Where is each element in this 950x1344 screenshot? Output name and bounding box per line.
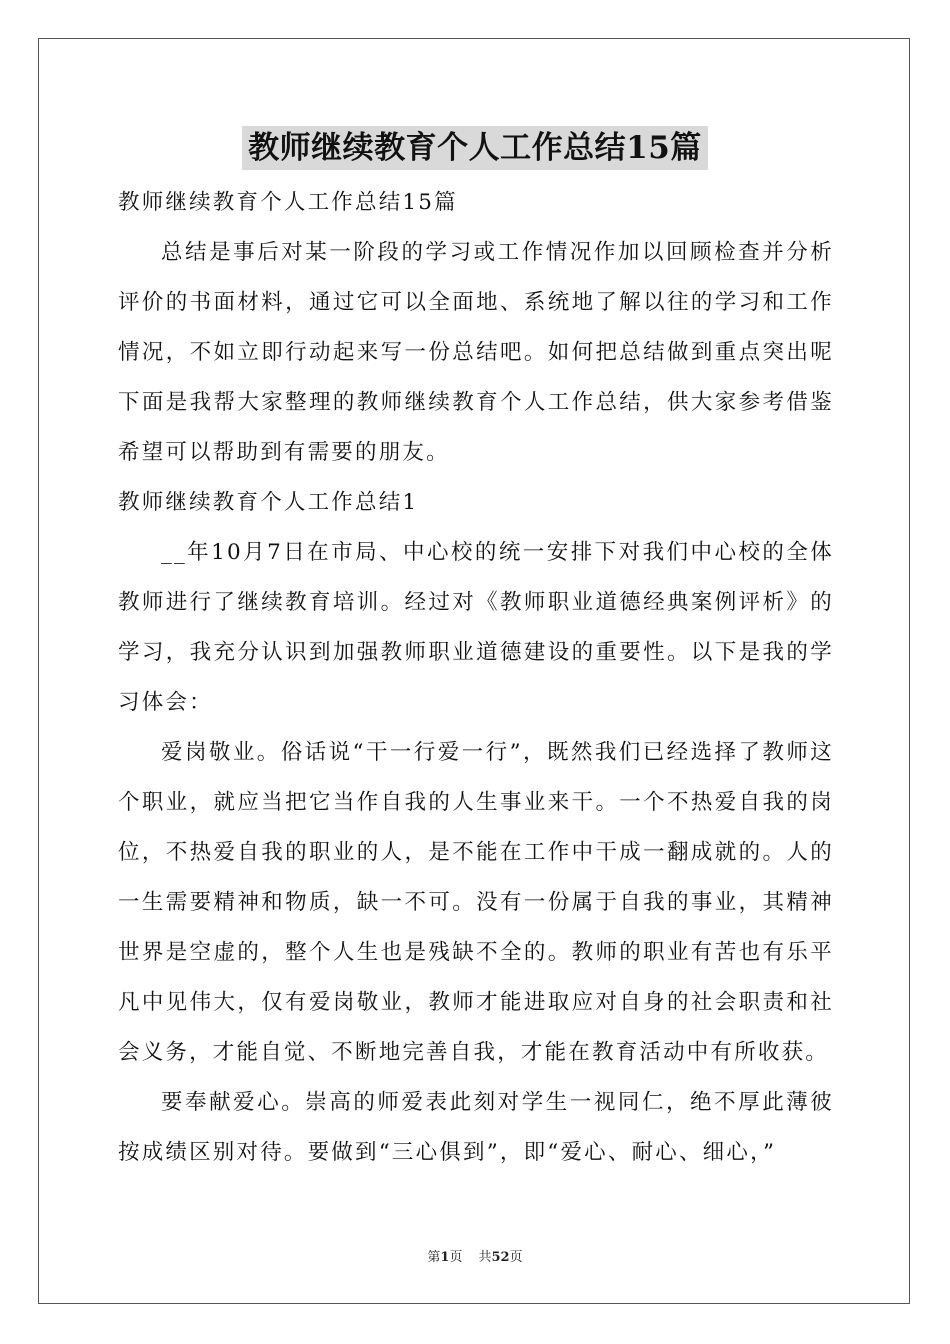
body-paragraph: __年10月7日在市局、中心校的统一安排下对我们中心校的全体教师进行了继续教育培训。经过对《教师职业道德经典案例评析》的学习，我充分认识到加强教师职业道德建设的重要性。以下是我的学习体会： [118, 540, 834, 715]
page-suffix: 页 [449, 1250, 463, 1265]
document-subtitle: 教师继续教育个人工作总结15篇 [118, 190, 458, 215]
document-body [118, 178, 834, 1178]
title-container [0, 126, 950, 170]
intro-paragraph: 总结是事后对某一阶段的学习或工作情况作加以回顾检查并分析评价的书面材料，通过它可以全面地、系统地了解以往的学习和工作情况，不如立即行动起来写一份总结吧。如何把总结做到重点突出呢下面是我帮大家整理的教师继续教育个人工作总结，供大家参考借鉴希望可以帮助到有需要的朋友。 [118, 240, 834, 465]
document-title: 教师继续教育个人工作总结15篇 [242, 126, 708, 170]
body-paragraph: 爱岗敬业。俗话说“干一行爱一行”，既然我们已经选择了教师这个职业，就应当把它当作自我的人生事业来干。一个不热爱自我的岗位，不热爱自我的职业的人，是不能在工作中干成一翻成就的。人的一生需要精神和物质，缺一不可。没有一份属于自我的事业，其精神世界是空虚的，整个人生也是残缺不全的。教师的职业有苦也有乐平凡中见伟大，仅有爱岗敬业，教师才能进取应对自身的社会职责和社会义务，才能自觉、不断地完善自我，才能在教育活动中有所收获。 [118, 740, 834, 1065]
body-paragraph: 要奉献爱心。崇高的师爱表此刻对学生一视同仁，绝不厚此薄彼按成绩区别对待。要做到“三心俱到”，即“爱心、耐心、细心，” [118, 1090, 834, 1165]
section-heading: 教师继续教育个人工作总结1 [118, 490, 419, 515]
page-footer [0, 1246, 950, 1265]
total-pages: 52 [491, 1250, 510, 1265]
page-current: 1 [440, 1250, 450, 1265]
total-suffix: 页 [509, 1250, 523, 1265]
page-prefix: 第 [427, 1250, 441, 1265]
total-prefix: 共 [478, 1250, 492, 1265]
